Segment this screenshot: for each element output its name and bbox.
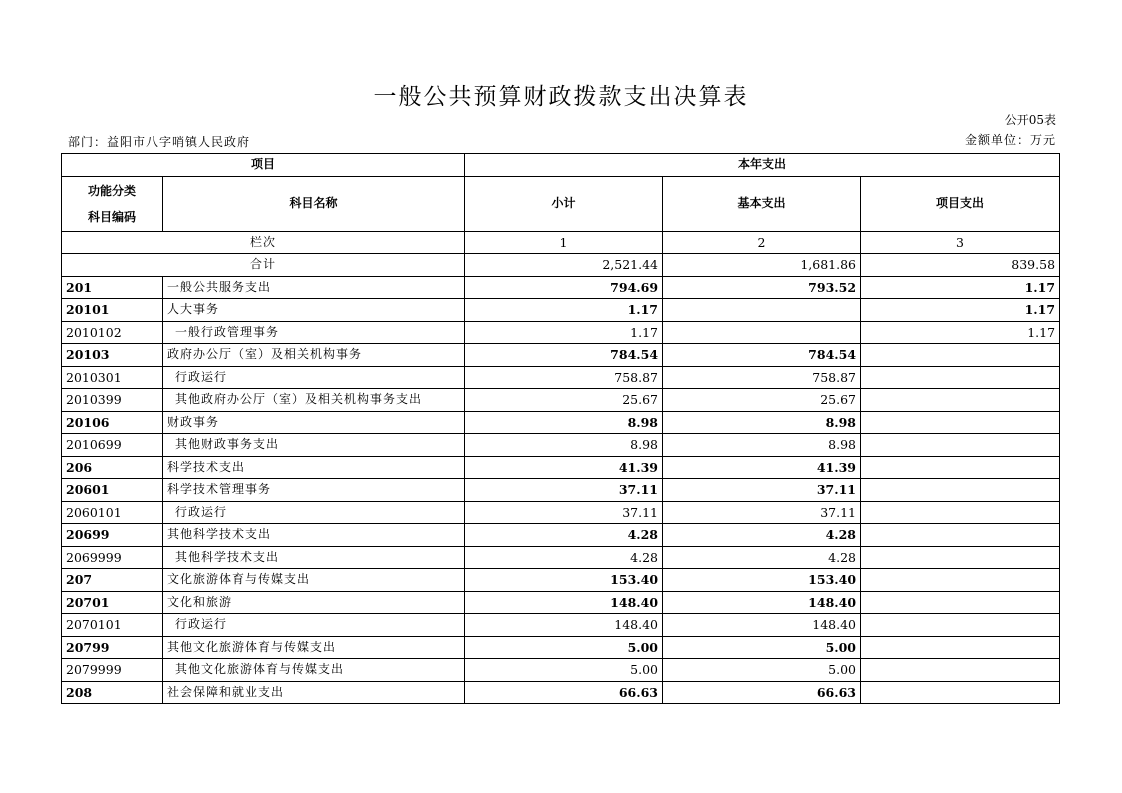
row-subtotal: 1.17 — [465, 299, 663, 322]
header-basic: 基本支出 — [663, 176, 861, 231]
row-subtotal: 5.00 — [465, 636, 663, 659]
row-project — [861, 569, 1060, 592]
table-row — [62, 276, 1060, 299]
total-label: 合计 — [62, 254, 465, 277]
row-name: 行政运行 — [163, 614, 465, 637]
table-row — [62, 299, 1060, 322]
row-project — [861, 479, 1060, 502]
header-current-year: 本年支出 — [465, 154, 1060, 177]
row-project — [861, 591, 1060, 614]
column-index-3: 3 — [861, 231, 1060, 254]
row-project — [861, 636, 1060, 659]
row-code: 20106 — [62, 411, 163, 434]
row-name: 行政运行 — [163, 501, 465, 524]
header-row-1 — [62, 154, 1060, 177]
row-basic: 5.00 — [663, 636, 861, 659]
row-code: 2079999 — [62, 659, 163, 682]
row-code: 207 — [62, 569, 163, 592]
page-title: 一般公共预算财政拨款支出决算表 — [373, 84, 749, 110]
row-name: 其他科学技术支出 — [163, 524, 465, 547]
row-subtotal: 1.17 — [465, 321, 663, 344]
row-name: 社会保障和就业支出 — [163, 681, 465, 704]
row-code: 2010102 — [62, 321, 163, 344]
row-project: 1.17 — [861, 321, 1060, 344]
row-code: 2010699 — [62, 434, 163, 457]
table-row — [62, 636, 1060, 659]
department-label: 部门：益阳市八字哨镇人民政府 — [68, 135, 251, 149]
row-code: 206 — [62, 456, 163, 479]
row-subtotal: 153.40 — [465, 569, 663, 592]
row-subtotal: 4.28 — [465, 524, 663, 547]
row-name: 行政运行 — [163, 366, 465, 389]
row-name: 文化旅游体育与传媒支出 — [163, 569, 465, 592]
row-project — [861, 524, 1060, 547]
header-subject-code: 科目编码 — [87, 209, 136, 224]
table-row — [62, 659, 1060, 682]
expenditure-table — [61, 153, 1060, 704]
row-subtotal: 758.87 — [465, 366, 663, 389]
row-name: 其他文化旅游体育与传媒支出 — [163, 636, 465, 659]
row-code: 20799 — [62, 636, 163, 659]
table-row — [62, 524, 1060, 547]
row-basic: 8.98 — [663, 411, 861, 434]
row-basic: 784.54 — [663, 344, 861, 367]
table-row — [62, 411, 1060, 434]
table-row — [62, 614, 1060, 637]
total-row — [62, 254, 1060, 277]
column-index-label: 栏次 — [62, 231, 465, 254]
row-name: 其他政府办公厅（室）及相关机构事务支出 — [163, 389, 465, 412]
form-code: 公开05表 — [1004, 113, 1056, 127]
row-project: 1.17 — [861, 299, 1060, 322]
row-project — [861, 366, 1060, 389]
row-project — [861, 501, 1060, 524]
row-subtotal: 148.40 — [465, 591, 663, 614]
row-project — [861, 389, 1060, 412]
table-row — [62, 456, 1060, 479]
column-index-2: 2 — [663, 231, 861, 254]
row-subtotal: 8.98 — [465, 434, 663, 457]
row-basic: 4.28 — [663, 524, 861, 547]
row-code: 2010399 — [62, 389, 163, 412]
header-row-2 — [62, 176, 1060, 231]
row-basic: 66.63 — [663, 681, 861, 704]
row-basic: 25.67 — [663, 389, 861, 412]
row-code: 20103 — [62, 344, 163, 367]
header-subject-name: 科目名称 — [163, 176, 465, 231]
row-code: 2069999 — [62, 546, 163, 569]
row-basic: 37.11 — [663, 479, 861, 502]
row-code: 201 — [62, 276, 163, 299]
table-row — [62, 501, 1060, 524]
row-name: 科学技术支出 — [163, 456, 465, 479]
total-basic: 1,681.86 — [663, 254, 861, 277]
row-name: 其他科学技术支出 — [163, 546, 465, 569]
table-row — [62, 434, 1060, 457]
row-name: 其他财政事务支出 — [163, 434, 465, 457]
row-basic: 4.28 — [663, 546, 861, 569]
row-subtotal: 41.39 — [465, 456, 663, 479]
column-index-row — [62, 231, 1060, 254]
row-subtotal: 784.54 — [465, 344, 663, 367]
row-subtotal: 66.63 — [465, 681, 663, 704]
row-basic: 758.87 — [663, 366, 861, 389]
row-name: 一般行政管理事务 — [163, 321, 465, 344]
table-row — [62, 569, 1060, 592]
row-basic: 8.98 — [663, 434, 861, 457]
row-code: 20101 — [62, 299, 163, 322]
row-code: 208 — [62, 681, 163, 704]
row-project — [861, 434, 1060, 457]
table-row — [62, 321, 1060, 344]
table-row — [62, 479, 1060, 502]
table-row — [62, 366, 1060, 389]
row-basic — [663, 299, 861, 322]
header-func-code — [62, 176, 163, 231]
row-subtotal: 8.98 — [465, 411, 663, 434]
row-subtotal: 4.28 — [465, 546, 663, 569]
header-project: 项目支出 — [861, 176, 1060, 231]
row-project — [861, 681, 1060, 704]
total-subtotal: 2,521.44 — [465, 254, 663, 277]
header-func-class: 功能分类 — [87, 183, 136, 198]
row-basic — [663, 321, 861, 344]
row-basic: 41.39 — [663, 456, 861, 479]
row-name: 其他文化旅游体育与传媒支出 — [163, 659, 465, 682]
header-subtotal: 小计 — [465, 176, 663, 231]
table-row — [62, 681, 1060, 704]
row-name: 政府办公厅（室）及相关机构事务 — [163, 344, 465, 367]
row-code: 2060101 — [62, 501, 163, 524]
table-row — [62, 546, 1060, 569]
table-row — [62, 344, 1060, 367]
row-basic: 37.11 — [663, 501, 861, 524]
table-row — [62, 591, 1060, 614]
row-code: 20601 — [62, 479, 163, 502]
row-subtotal: 5.00 — [465, 659, 663, 682]
row-basic: 5.00 — [663, 659, 861, 682]
total-project: 839.58 — [861, 254, 1060, 277]
row-basic: 148.40 — [663, 591, 861, 614]
row-name: 财政事务 — [163, 411, 465, 434]
row-project — [861, 456, 1060, 479]
row-subtotal: 37.11 — [465, 479, 663, 502]
row-code: 20701 — [62, 591, 163, 614]
unit-label: 金额单位：万元 — [964, 133, 1056, 147]
column-index-1: 1 — [465, 231, 663, 254]
header-item: 项目 — [62, 154, 465, 177]
row-basic: 148.40 — [663, 614, 861, 637]
table-row — [62, 389, 1060, 412]
row-project — [861, 411, 1060, 434]
row-name: 文化和旅游 — [163, 591, 465, 614]
row-project — [861, 659, 1060, 682]
row-name: 人大事务 — [163, 299, 465, 322]
row-project — [861, 546, 1060, 569]
row-subtotal: 25.67 — [465, 389, 663, 412]
row-subtotal: 37.11 — [465, 501, 663, 524]
row-basic: 793.52 — [663, 276, 861, 299]
row-code: 20699 — [62, 524, 163, 547]
row-code: 2010301 — [62, 366, 163, 389]
row-subtotal: 794.69 — [465, 276, 663, 299]
row-project — [861, 614, 1060, 637]
row-name: 一般公共服务支出 — [163, 276, 465, 299]
row-subtotal: 148.40 — [465, 614, 663, 637]
row-project: 1.17 — [861, 276, 1060, 299]
row-code: 2070101 — [62, 614, 163, 637]
row-project — [861, 344, 1060, 367]
row-basic: 153.40 — [663, 569, 861, 592]
row-name: 科学技术管理事务 — [163, 479, 465, 502]
